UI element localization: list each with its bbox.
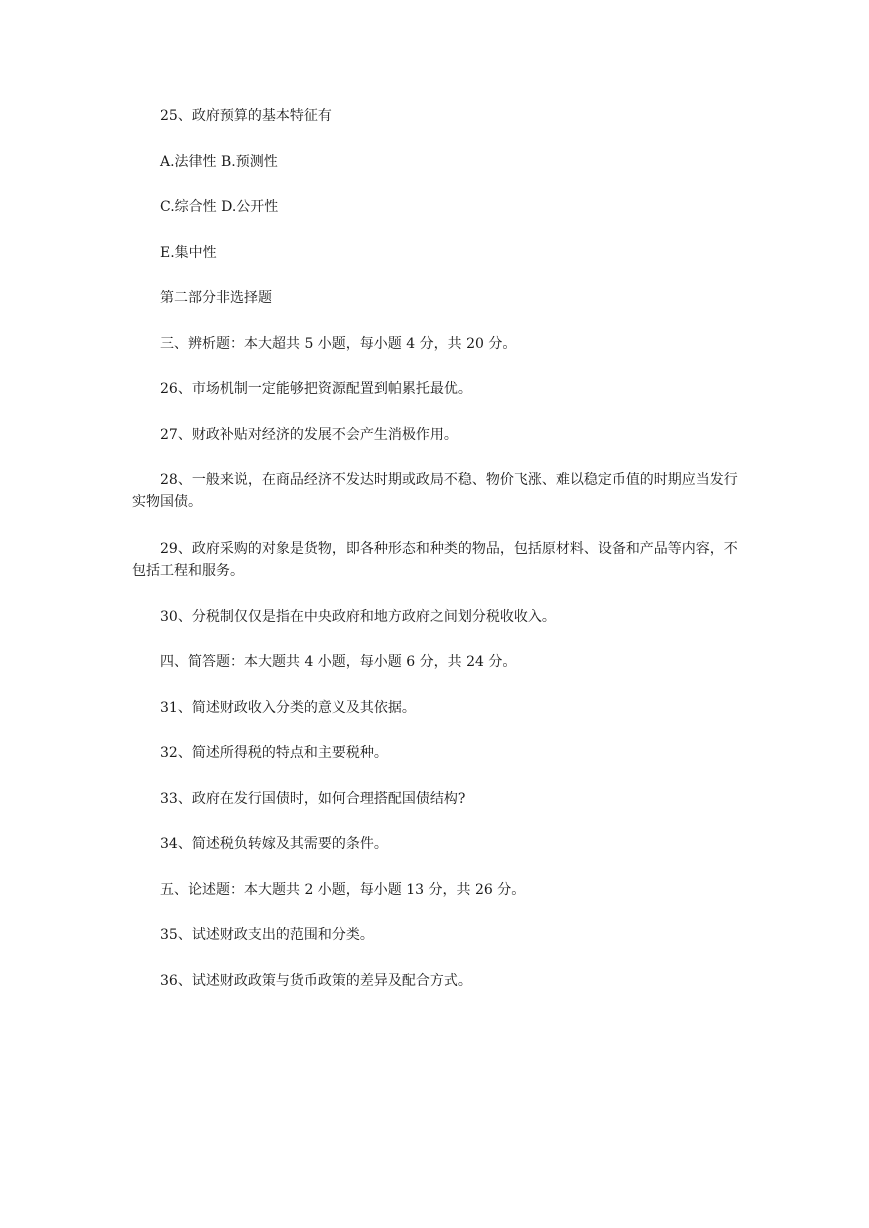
question-31: 31、简述财政收入分类的意义及其依据。 bbox=[160, 700, 416, 716]
question-34: 34、简述税负转嫁及其需要的条件。 bbox=[160, 836, 388, 852]
question-29: 29、政府采购的对象是货物，即各种形态和种类的物品，包括原材料、设备和产品等内容，不包括工程和服务。 bbox=[132, 541, 738, 579]
question-32: 32、简述所得税的特点和主要税种。 bbox=[160, 745, 388, 761]
section-four-heading: 四、简答题：本大题共 4 小题，每小题 6 分，共 24 分。 bbox=[160, 654, 517, 670]
question-36: 36、试述财政政策与货币政策的差异及配合方式。 bbox=[160, 973, 472, 989]
question-28: 28、一般来说，在商品经济不发达时期或政局不稳、物价飞涨、难以稳定币值的时期应当发行实物国债。 bbox=[132, 472, 738, 510]
section-five-heading: 五、论述题：本大题共 2 小题，每小题 13 分，共 26 分。 bbox=[160, 882, 526, 898]
question-26: 26、市场机制一定能够把资源配置到帕累托最优。 bbox=[160, 381, 472, 397]
option-c-d: C.综合性 D.公开性 bbox=[160, 199, 279, 215]
option-e: E.集中性 bbox=[160, 245, 217, 261]
question-30: 30、分税制仅仅是指在中央政府和地方政府之间划分税收收入。 bbox=[160, 609, 556, 625]
question-27: 27、财政补贴对经济的发展不会产生消极作用。 bbox=[160, 427, 458, 443]
question-33: 33、政府在发行国债时，如何合理搭配国债结构? bbox=[160, 791, 466, 807]
question-35: 35、试述财政支出的范围和分类。 bbox=[160, 927, 374, 943]
part-two-heading: 第二部分非选择题 bbox=[160, 290, 272, 306]
section-three-heading: 三、辨析题：本大超共 5 小题，每小题 4 分，共 20 分。 bbox=[160, 336, 517, 352]
option-a-b: A.法律性 B.预测性 bbox=[160, 154, 278, 170]
question-25: 25、政府预算的基本特征有 bbox=[160, 108, 332, 124]
